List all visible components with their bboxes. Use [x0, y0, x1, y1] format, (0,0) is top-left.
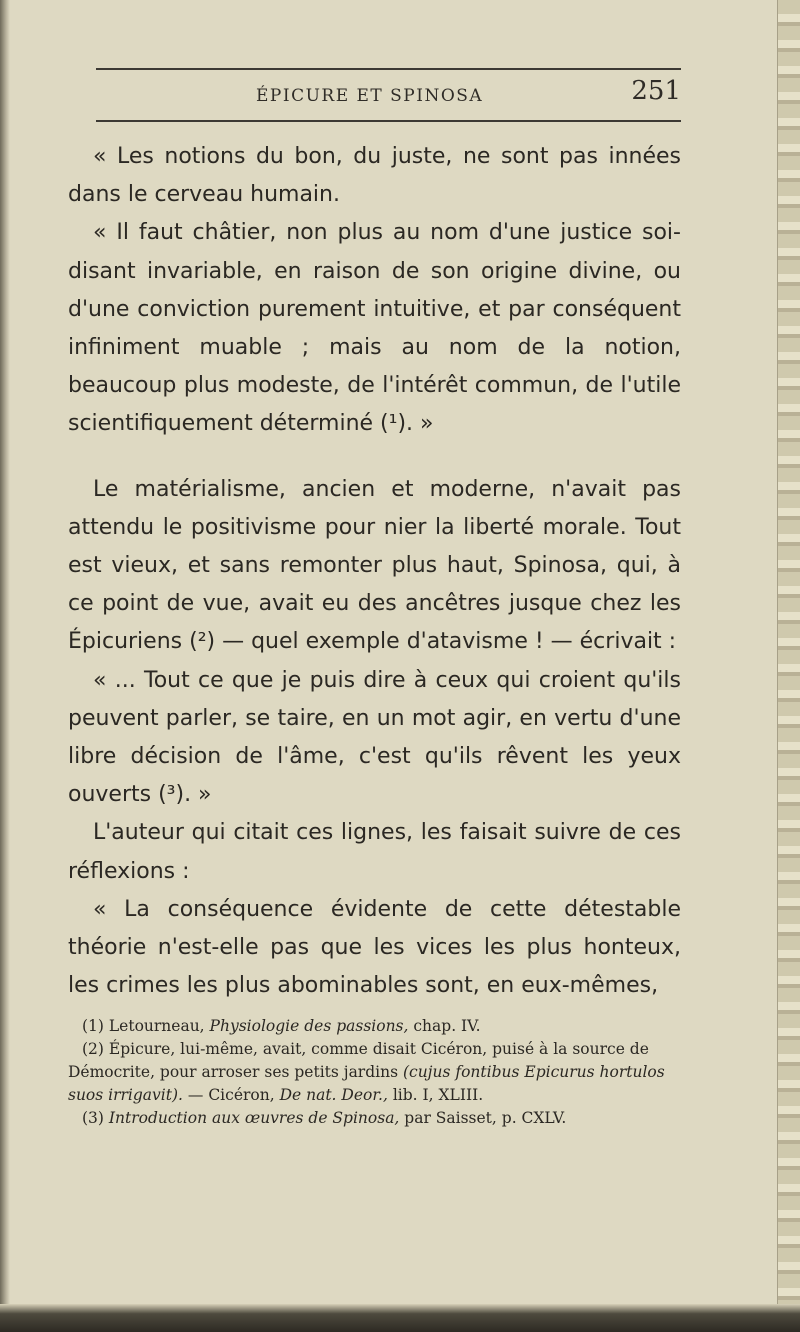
footnotes: [68, 1015, 683, 1130]
footnote-2-ref: lib. I, XLIII.: [387, 1086, 484, 1104]
running-head: ÉPICURE ET SPINOSA: [256, 86, 484, 106]
binding-shadow: [0, 0, 10, 1332]
footnote-1-title: Physiologie des passions,: [209, 1017, 409, 1035]
paragraph-3: Le matérialisme, ancien et moderne, n'avait pas attendu le positivisme pour nier la liberté morale. Tout est vieux, et sans remonter plus haut, Spinosa, qui, à ce point de vue, avait eu des ancêtres jusque chez les Épicuriens (²) — quel exemple d'atavisme ! — écrivait :: [68, 476, 681, 655]
page-edges: [777, 0, 800, 1332]
paragraph-6: « La conséquence évidente de cette détestable théorie n'est-elle pas que les vices les plus honteux, les crimes les plus abominables sont, en eux-mêmes,: [68, 896, 681, 999]
header-rule-bottom: [96, 120, 681, 122]
book-bottom-edge: [0, 1304, 800, 1332]
footnote-2-author: — Cicéron,: [182, 1086, 280, 1104]
footnote-2-quote: (cujus fontibus Epicurus hortulos suos irrigavit).: [68, 1063, 665, 1104]
paragraph-2: « Il faut châtier, non plus au nom d'une justice soi-disant invariable, en raison de son origine divine, ou d'une conviction purement intuitive, et par conséquent infiniment muable ; mais au nom de la notion, beaucoup plus modeste, de l'intérêt commun, de l'utile scientifiquement déterminé (¹). »: [68, 220, 681, 437]
footnote-1-ref: chap. IV.: [408, 1017, 481, 1035]
footnote-3-title: Introduction aux œuvres de Spinosa,: [108, 1109, 400, 1127]
footnote-3: [68, 1107, 683, 1130]
footnote-2: [68, 1038, 683, 1107]
paragraph-1: « Les notions du bon, du juste, ne sont pas innées dans le cerveau humain.: [68, 144, 681, 208]
footnote-2-title: De nat. Deor.,: [279, 1086, 388, 1104]
page-header: [96, 62, 681, 130]
paragraph-4: « ... Tout ce que je puis dire à ceux qui croient qu'ils peuvent parler, se taire, en un mot agir, en vertu d'une libre décision de l'âme, c'est qu'ils rêvent les yeux ouverts (³). »: [68, 667, 681, 808]
footnote-2-text: (2) Épicure, lui-même, avait, comme disait Cicéron, puisé à la source de Démocrite, pour arroser ses petits jardins: [68, 1040, 649, 1081]
footnote-1-text: (1) Letourneau,: [82, 1017, 210, 1035]
footnote-1: [68, 1015, 683, 1038]
footnote-3-num: (3): [82, 1109, 109, 1127]
header-rule-top: [96, 68, 681, 70]
page-number: 251: [631, 76, 681, 106]
paragraph-5: L'auteur qui citait ces lignes, les faisait suivre de ces réflexions :: [68, 820, 681, 884]
footnote-3-ref: par Saisset, p. CXLV.: [399, 1109, 567, 1127]
main-text: [68, 138, 681, 1005]
